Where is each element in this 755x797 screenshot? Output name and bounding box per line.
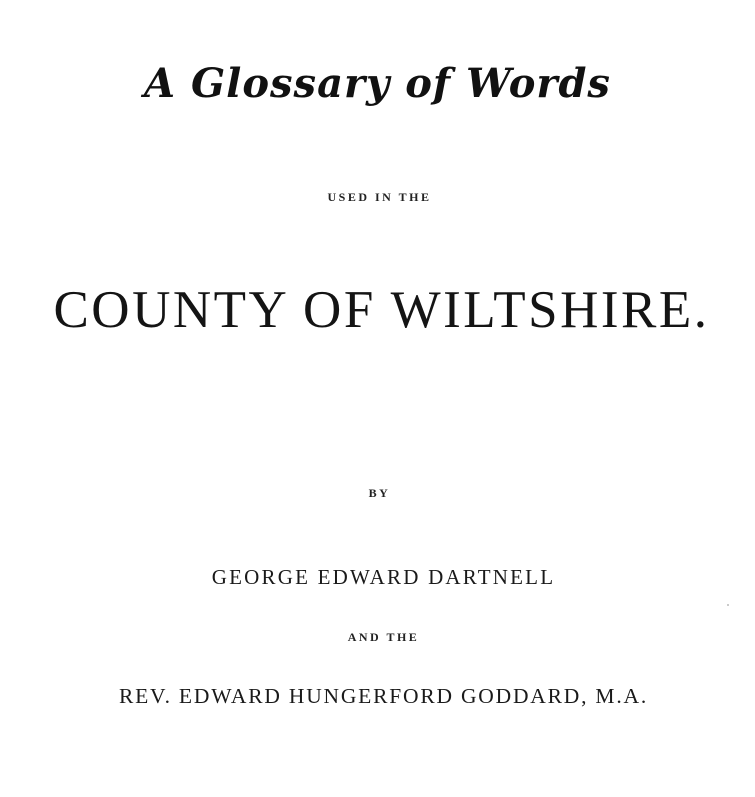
by-text: BY	[368, 486, 391, 500]
county-heading: COUNTY OF WILTSHIRE.	[53, 281, 710, 339]
print-speck	[727, 604, 729, 606]
author-primary: GEORGE EDWARD DARTNELL	[211, 565, 556, 589]
and-the-text: AND THE	[347, 630, 420, 644]
used-in-the-text: USED IN THE	[327, 190, 432, 204]
author-secondary: REV. EDWARD HUNGERFORD GODDARD, M.A.	[118, 684, 649, 708]
book-title: A Glossary of Words	[144, 60, 611, 107]
